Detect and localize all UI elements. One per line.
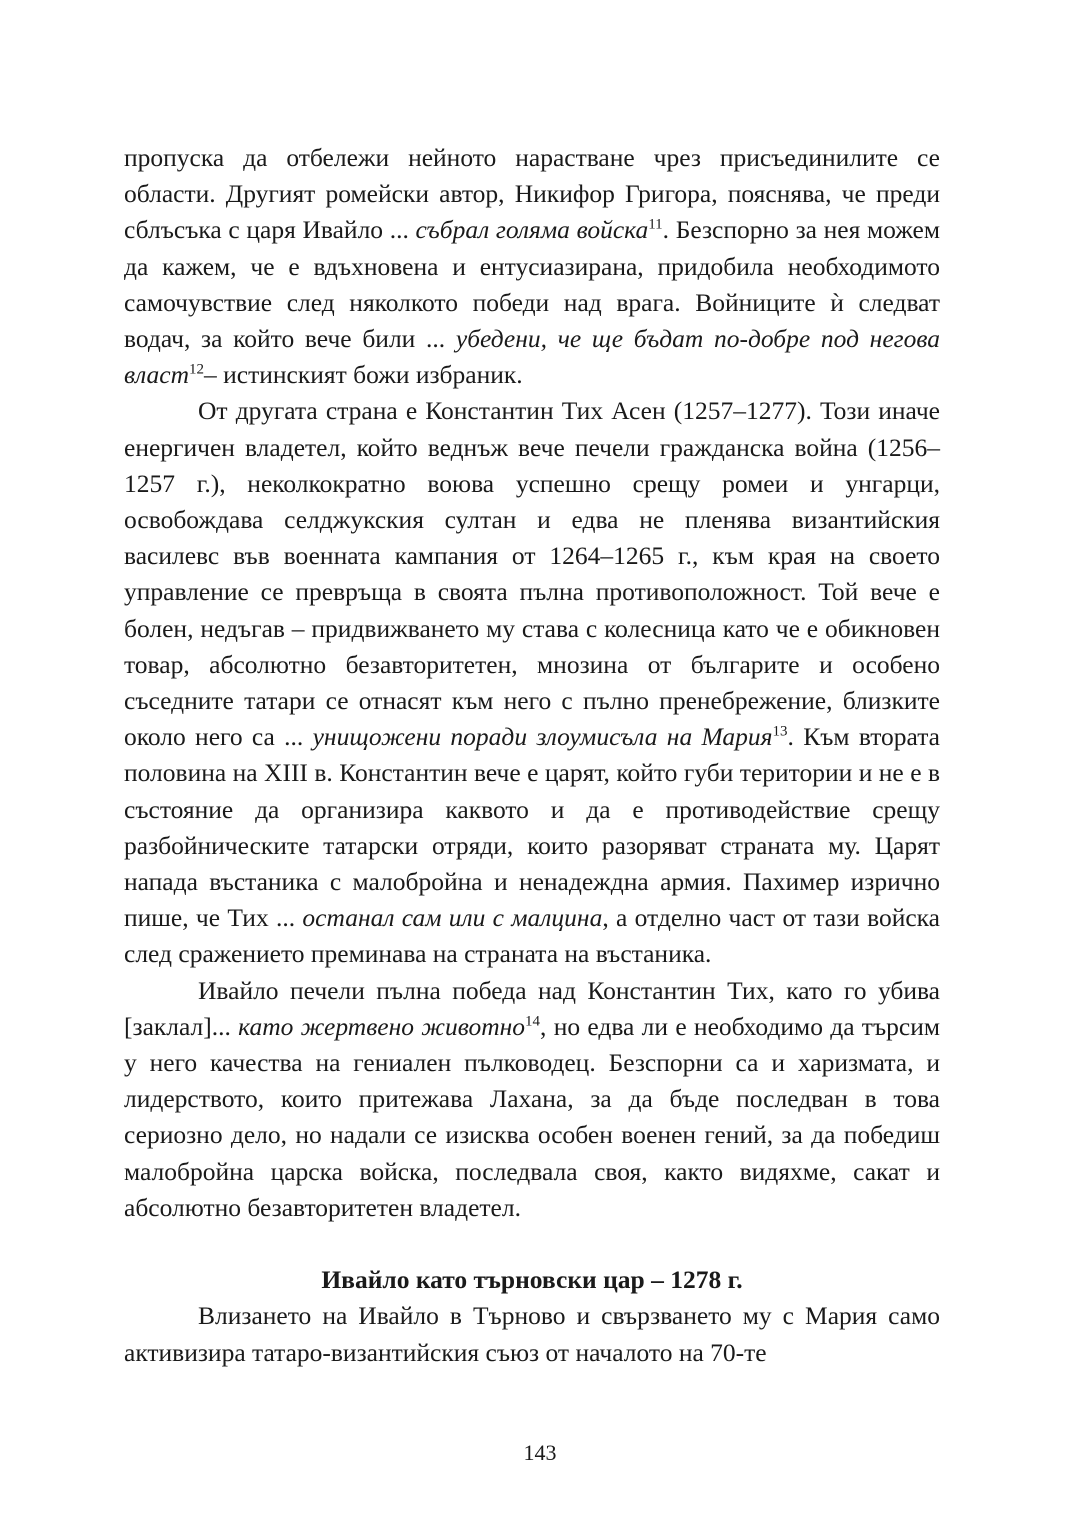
paragraph-4: Влизането на Ивайло в Търново и свързването му с Мария само активизира татаро-византийския съюз от началото на 70-те: [124, 1301, 940, 1367]
page-body: [124, 140, 940, 1371]
footnote-ref: 13: [772, 723, 788, 740]
text-run: . Към втората половина на XIII в. Константин вече е царят, който губи територии и не е в състояние да организира каквото и да е противодействие срещу разбойническите татарски отряди, които разоряват страната му. Царят напада въстаника с малобройна и ненадеждна армия. Пахимер изрично пише, че Тих ...: [124, 722, 940, 933]
text-run: пропуска да отбележи нейното нарастване чрез присъединилите се области. Другият ромейски автор, Никифор Григора, пояснява, че преди сблъсъка с царя Ивайло ...: [124, 143, 940, 245]
text-run: – истинският божи избраник.: [203, 360, 523, 390]
text-run: . Безспорно за нея можем да кажем, че е вдъхновена и ентусиазирана, придобила необходимото самочувствие след няколкото победи над врага. Войниците ѝ следват водач, за който вече били ...: [124, 215, 941, 354]
paragraph-2: [124, 393, 940, 972]
quote-italic: събрал голяма войска: [415, 215, 649, 245]
footnote-ref: 11: [648, 216, 663, 233]
text-run: , но едва ли е необходимо да търсим у него качества на гениален пълководец. Безспорни са и харизмата, и лидерството, които притежава Лахана, за да бъде последван в това сериозно дело, но надали се изисква особен военен гений, за да победиш малобройна царска войска, последвала своя, както видяхме, сакат и абсолютно безавторитетен владетел.: [124, 1011, 940, 1222]
quote-italic: останал сам или с малцина: [302, 903, 603, 933]
paragraph-1: [124, 140, 940, 393]
quote-italic: убедени, че ще бъдат по-добре под негова власт: [124, 324, 940, 390]
paragraph-3: [124, 973, 940, 1226]
footnote-ref: 14: [525, 1013, 541, 1030]
footnote-ref: 12: [188, 361, 204, 378]
quote-italic: като жертвено животно: [238, 1011, 526, 1041]
text-run: От другата страна е Константин Тих Асен (1257–1277). Този иначе енергичен владетел, който веднъж вече печели гражданска война (1256–1257 г.), неколкократно воюва успешно срещу ромеи и унгарци, освобождава селджукския султан и едва не пленява византийския василевс във военната кампания от 1264–1265 г., към края на своето управление се превръща в своята пълна противоположност. Той вече е болен, недъгав – придвижването му става с колесница като че е обикновен товар, абсолютно безавторитетен, мнозина от българите и особено съседните татари се отнасят към него с пълно пренебрежение, близките около него са ...: [124, 396, 940, 752]
text-run: Ивайло печели пълна победа над Константин Тих, като го убива [заклал]...: [124, 975, 940, 1041]
text-run: , а отделно част от тази войска след сражението преминава на страната на въстаника.: [124, 903, 941, 969]
section-heading: Ивайло като търновски цар – 1278 г.: [321, 1265, 743, 1295]
page-number: 143: [523, 1440, 557, 1465]
quote-italic: унищожени поради злоумисъла на Мария: [312, 722, 773, 752]
